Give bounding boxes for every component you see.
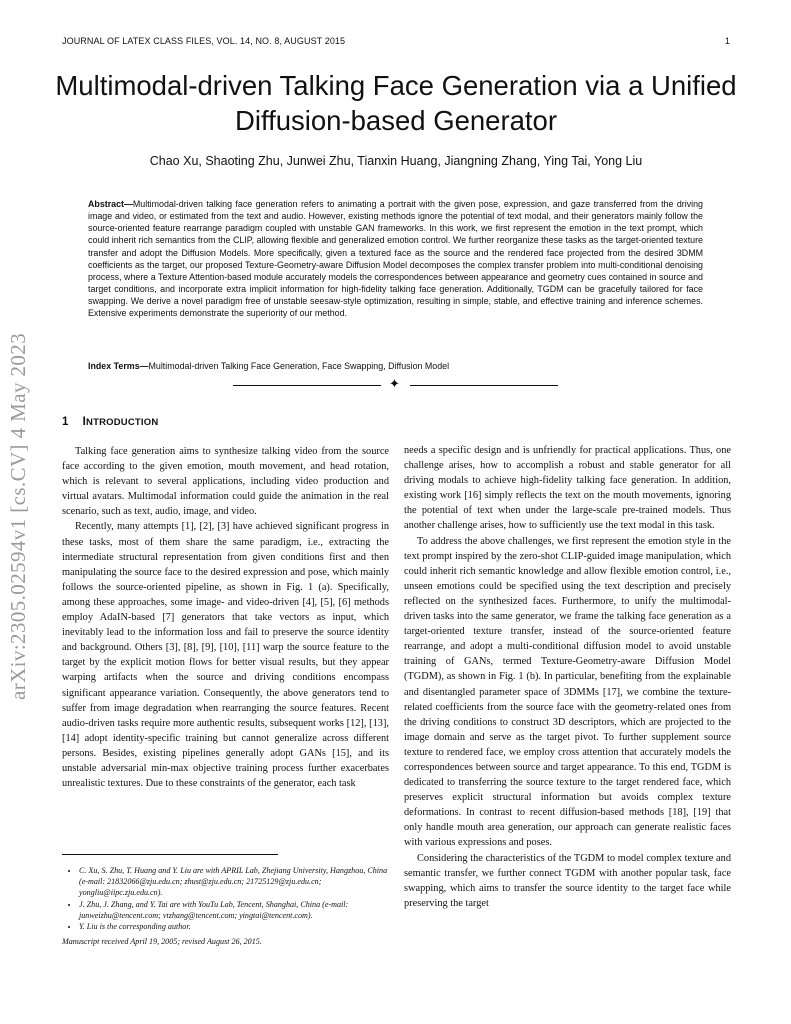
footnote-rule: [62, 854, 278, 855]
paragraph: needs a specific design and is unfriendly for practical applications. Thus, one challenge arises, how to accomplish a robust and stable generator for all driving modals to achieve high-fidelity talking face generation. In addition, existing work [16] simply reflects the text on the mouth movements, ignoring the potential of text when under the large-scale pre-trained models. Thus another challenge arises, how to sufficiently use the text modal in this task.: [404, 445, 731, 532]
author-list: Chao Xu, Shaoting Zhu, Junwei Zhu, Tianxin Huang, Jiangning Zhang, Ying Tai, Yong Liu: [149, 154, 643, 168]
section-divider: [233, 378, 558, 392]
left-column: [62, 444, 389, 791]
running-header: [62, 36, 730, 46]
footnote-affiliation: • J. Zhu, J. Zhang, and Y. Tai are with YouTu Lab, Tencent, Shanghai, China (e-mail: junweizhu@tencent.com; vtzhang@tencent.com; yingtai@tencent.com).: [79, 899, 389, 921]
section-number: 1: [62, 416, 69, 428]
divider-line-right: [410, 385, 558, 386]
journal-line: JOURNAL OF LATEX CLASS FILES, VOL. 14, NO. 8, AUGUST 2015: [62, 36, 346, 46]
divider-star-icon: ✦: [389, 376, 400, 391]
section-title-initial: I: [82, 416, 87, 428]
arxiv-identifier: arXiv:2305.02594v1 [cs.CV] 4 May 2023: [6, 332, 30, 700]
section-title-rest: NTRODUCTION: [86, 417, 159, 428]
divider-line-left: [233, 385, 381, 386]
paragraph: Recently, many attempts [1], [2], [3] have achieved significant progress in these tasks, most of them share the same paradigm, i.e., extracting the intermediate structural representation from given conditions first and then manipulating the source face to the desired expression and pose, which mainly follows the source-oriented pipeline, as shown in Fig. 1 (a). Specifically, among these approaches, some image- and video-driven [4], [5], [6] methods employ AdaIN-based [7] generators that take vectors as input, which inevitably lead to the information loss and fail to preserve the source identity and background. Others [3], [8], [9], [10], [11] warp the source feature to the target by the explicit motion flows for better visual results, but they appear warping artifacts when the source and driving conditions encompass significant appearance variation. Consequently, the above generators tend to suffer from image degradation when rearranging the source features. Recent audio-driven tasks require more authentic results, subsequent works [12], [13], [14] adopt identity-specific training but cannot generalize across different persons. Besides, existing pipelines generally adopt GANs [15], and its unstable adversarial min-max objective training process further exacerbates unrealistic textures. Due to these constraints of the generator, each task: [62, 521, 389, 790]
paragraph: To address the above challenges, we first represent the emotion style in the text prompt inspired by the zero-shot CLIP-guided image manipulation, which could inherit rich semantic knowledge and allow flexible emotion control, i.e., unseen emotions could be specified using the text description and precisely reflected on the synthesized faces. Furthermore, to unify the multimodal-driven tasks into the same generator, we frame the talking face generation as a target-oriented texture transfer, instead of the source-oriented feature rearrange, and adopt a multi-conditional diffusion model to avoid unstable training of GANs, termed Texture-Geometry-aware Diffusion Model (TGDM), as shown in Fig. 1 (b). In particular, benefiting from the explainable and disentangled parameter space of 3DMMs [17], we combine the texture-related coefficients from the source face with the geometry-related ones from the driving conditions to construct 3D descriptors, which are projected to the image domain and serve as the target pivot. To further supplement source texture to rendered face, we employ cross attention that accurately models the correspondences between source and target appearance. To this end, TGDM is dedicated to transferring the source texture to the target rendered face, which preserves explicit structural information but avoids complex texture deformations. In contrast to recent diffusion-based methods [18], [19] that only handle mouth area generation, our approach can generate realistic faces with various expressions and poses.: [404, 535, 731, 849]
page-number: 1: [724, 36, 730, 46]
index-terms-label: Index Terms—: [88, 361, 149, 371]
footnotes: [62, 865, 389, 947]
footnote-corresponding-author: • Y. Liu is the corresponding author.: [79, 921, 389, 932]
index-terms: [88, 361, 703, 371]
abstract: [88, 198, 703, 320]
abstract-text: Multimodal-driven talking face generation refers to animating a portrait with the given pose, expression, and gaze transferred from the driving image and video, or estimated from the text and audio. However, existing methods ignore the potential of text modal, and their generators mainly follow the source-oriented feature rearrange paradigm coupled with unstable GAN frameworks. In this work, we first represent the emotion in the text prompt, which could inherit rich semantics from the CLIP, allowing flexible and generalized emotion control. We further reorganize these tasks as the target-oriented texture transfer and adopt the Diffusion Models. More specifically, given a textured face as the source and the rendered face projected from the desired 3DMM coefficients as the target, our proposed Texture-Geometry-aware Diffusion Model decomposes the complex transfer problem into multi-conditional denoising process, where a Texture Attention-based module accurately models the correspondences between appearance and geometry cues contained in source and target conditions, and incorporate extra implicit information for high-fidelity talking face generation. Additionally, TGDM can be gracefully tailored for face swapping. We derive a novel paradigm free of unstable seesaw-style optimization, resulting in simple, stable, and effective training and inference schemes. Extensive experiments demonstrate the superiority of our method.: [88, 199, 703, 319]
section-heading: [62, 416, 158, 428]
manuscript-received: Manuscript received April 19, 2005; revised August 26, 2015.: [62, 937, 262, 947]
footnote-affiliation: • C. Xu, S. Zhu, T. Huang and Y. Liu are with APRIL Lab, Zhejiang University, Hangzhou, China (e-mail: 21832066@zju.edu.cn; zhust@zju.edu.cn; 21725129@zju.edu.cn; yongliu@iipc.zju.edu.cn).: [79, 865, 389, 899]
index-terms-text: Multimodal-driven Talking Face Generation, Face Swapping, Diffusion Model: [148, 361, 450, 371]
paper-title: Multimodal-driven Talking Face Generation via a Unified Diffusion-based Generator: [55, 70, 737, 136]
right-column: [404, 443, 731, 911]
paragraph: Considering the characteristics of the TGDM to model complex texture and semantic transfer, we further connect TGDM with another popular task, face swapping, which aims to transfer the source identity to the target face while preserving the target: [404, 852, 731, 909]
paragraph: Talking face generation aims to synthesize talking video from the source face according to the given emotion, mouth movement, and head rotation, which is relevant to several applications, including video production and virtual avatars. Multimodal information could guide the animation in the real scenario, such as text, audio, image, and video.: [62, 446, 389, 518]
abstract-label: Abstract—: [88, 199, 133, 209]
